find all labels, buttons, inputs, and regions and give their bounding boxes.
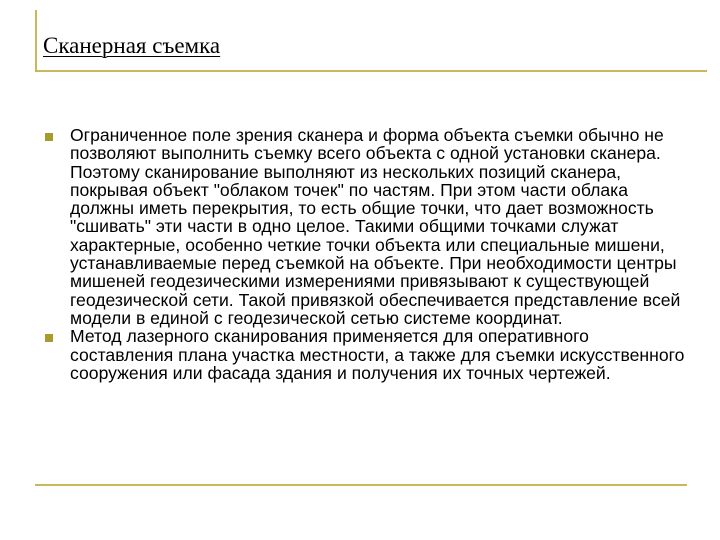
square-bullet-icon <box>45 334 53 342</box>
bullet-text: Ограниченное поле зрения сканера и форма объекта съемки обычно не позволяют выполнить съемку всего объекта с одной установки сканера. Поэтому сканирование выполняют из нескольких позиций сканера, покрывая объект "облаком точек" по частям. При этом части облака должны иметь перекрытия, то есть общие точки, что дает возможность "сшивать" эти части в одно целое. Такими общими точками служат характерные, особенно четкие точки объекта или специальные мишени, устанавливаемые перед съемкой на объекте. При необходимости центры мишеней геодезическими измерениями привязывают к существующей геодезической сети. Такой привязкой обеспечивается представление всей модели в единой с геодезической сетью системе координат. <box>70 125 681 328</box>
bullet-list <box>45 126 685 382</box>
slide-title: Сканерная съемка <box>43 33 221 58</box>
title-frame-horizontal-line <box>35 70 707 72</box>
bullet-item <box>45 126 685 327</box>
bottom-divider-line <box>35 484 687 486</box>
bullet-text: Метод лазерного сканирования применяется для оперативного составления плана участка местности, а также для съемки искусственного сооружения или фасада здания и получения их точных чертежей. <box>70 326 685 383</box>
bullet-item <box>45 327 685 382</box>
square-bullet-icon <box>45 133 53 141</box>
title-frame-vertical-line <box>35 10 37 72</box>
